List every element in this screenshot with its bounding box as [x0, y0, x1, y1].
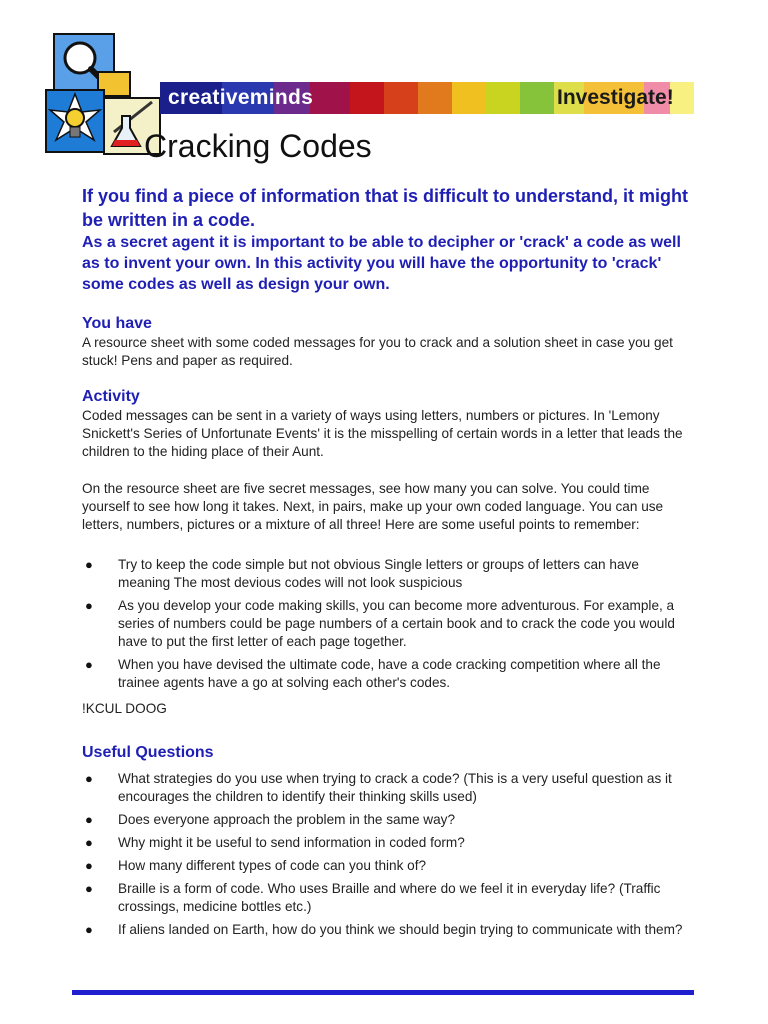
activity-para-1: Coded messages can be sent in a variety of ways using letters, numbers or pictures. In 'Lemony Snickett's Series of Unfortunate Events' it is the misspelling of certain words in a letter that leads the children to the hiding place of their Aunt.	[82, 408, 683, 459]
list-item: ● How many different types of code can you think of?	[85, 858, 427, 873]
banner-segment	[418, 82, 452, 114]
bullet-icon: ●	[85, 812, 93, 827]
list-item: ● When you have devised the ultimate code, have a code cracking competition where all the trainee agents have a go at solving each other's codes.	[85, 657, 661, 690]
list-item: ● Why might it be useful to send information in coded form?	[85, 835, 465, 850]
bullet-icon: ●	[85, 771, 93, 786]
list-item: ● Does everyone approach the problem in the same way?	[85, 812, 456, 827]
banner-segment	[520, 82, 554, 114]
questions-list	[82, 770, 694, 944]
footer-rule	[72, 990, 694, 995]
you-have-heading: You have	[82, 315, 152, 332]
bullet-icon: ●	[85, 598, 93, 613]
lightbulb-icon	[66, 109, 84, 127]
bullet-icon: ●	[85, 922, 93, 937]
you-have-text: A resource sheet with some coded messages for you to crack and a solution sheet in case you get stuck! Pens and paper as required.	[82, 335, 673, 368]
bullet-icon: ●	[85, 858, 93, 873]
header-tagline: Investigate!	[557, 86, 674, 109]
list-item: ● Braille is a form of code. Who uses Braille and where do we feel it in everyday life? (Traffic crossings, medicine bottles etc.)	[85, 881, 661, 914]
brand-name: creativeminds	[168, 86, 314, 109]
page-title: Cracking Codes	[144, 128, 372, 164]
intro-body: As a secret agent it is important to be able to decipher or 'crack' a code as well as to invent your own. In this activity you will have the opportunity to 'crack' some codes as well as design your own.	[82, 234, 681, 293]
bullet-icon: ●	[85, 881, 93, 896]
bullet-icon: ●	[85, 657, 93, 672]
banner-segment	[384, 82, 418, 114]
banner-segment	[350, 82, 384, 114]
banner-segment	[452, 82, 486, 114]
activity-signoff: !KCUL DOOG	[82, 701, 167, 716]
list-item: ● Try to keep the code simple but not obvious Single letters or groups of letters can have meaning The most devious codes will not look suspicious	[85, 557, 639, 590]
bullet-icon: ●	[85, 835, 93, 850]
bullet-icon: ●	[85, 557, 93, 572]
intro-lead: If you find a piece of information that is difficult to understand, it might be written in a code.	[82, 186, 688, 230]
activity-heading: Activity	[82, 388, 140, 405]
list-item: ● What strategies do you use when trying to crack a code? (This is a very useful question as it encourages the children to identify their thinking skills used)	[85, 771, 672, 804]
banner-segment	[486, 82, 520, 114]
activity-points	[82, 556, 694, 697]
questions-heading: Useful Questions	[82, 744, 214, 761]
activity-para-2: On the resource sheet are five secret messages, see how many you can solve. You could time yourself to see how long it takes. Next, in pairs, make up your own coded language. You can use letters, numbers, pictures or a mixture of all three! Here are some useful points to remember:	[82, 481, 664, 532]
list-item: ● If aliens landed on Earth, how do you think we should begin trying to communicate with them?	[85, 922, 683, 937]
banner-segment	[310, 82, 350, 114]
list-item: ● As you develop your code making skills, you can become more adventurous. For example, a series of numbers could be page numbers of a certain book and to crack the code you would have to put the first letter of each page together.	[85, 598, 675, 649]
